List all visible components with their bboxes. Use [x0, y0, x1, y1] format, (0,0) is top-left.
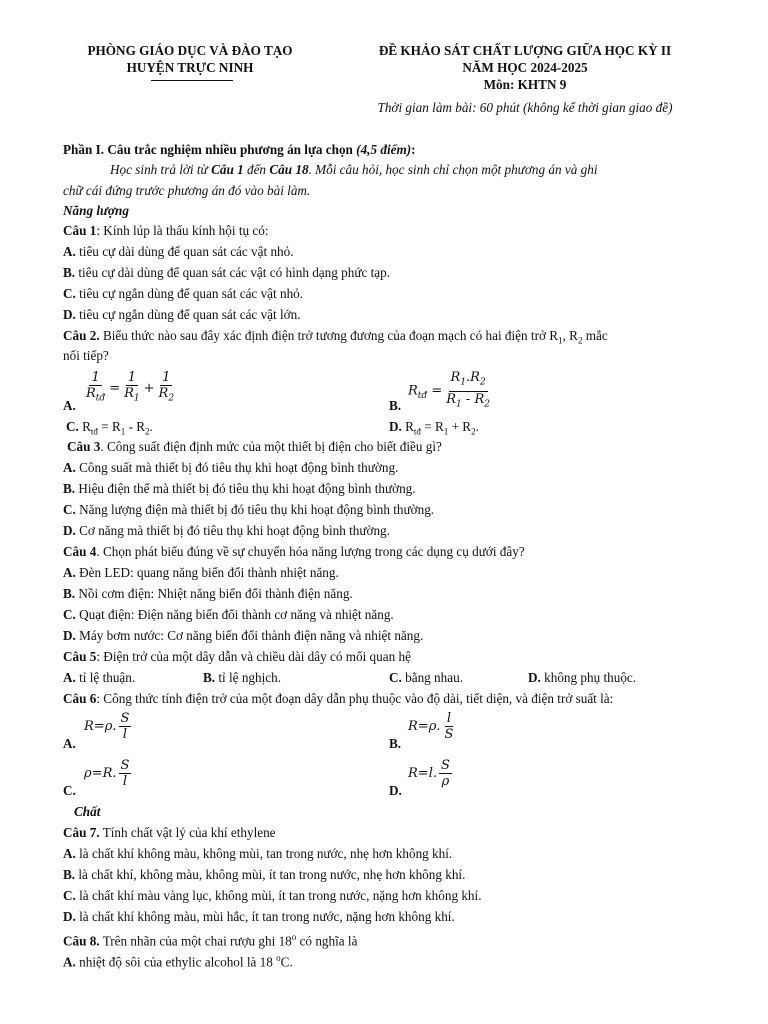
q6-letter-d: D.	[389, 783, 402, 798]
q5-option-d: D. không phụ thuộc.	[528, 670, 637, 685]
den: $R_{tđ}$	[86, 386, 106, 404]
part1-title: Phần I. Câu trắc nghiệm nhiều phương án lựa chọn	[63, 142, 357, 157]
q6-formula-d: R=l. $\frac{S}{\rho}$	[408, 758, 450, 789]
question-4: Câu 4. Chọn phát biểu đúng về sự chuyển hóa năng lượng trong các dụng cụ dưới đây?	[63, 544, 525, 559]
q2-letter-b: B.	[389, 398, 402, 413]
q5-option-b: B. tỉ lệ nghịch.	[203, 670, 282, 685]
part1-instruction	[110, 161, 597, 178]
q1-option-d	[63, 306, 301, 323]
question-6: Câu 6: Công thức tính điện trở của một đoạn dây dẫn phụ thuộc vào độ dài, tiết diện, và điện trở suất là:	[63, 691, 614, 706]
instr-c: . Mỗi câu hỏi, học sinh chỉ chọn một phương án và ghi	[308, 162, 598, 177]
q3-option-a: A. Công suất mà thiết bị đó tiêu thụ khi hoạt động bình thường.	[63, 460, 399, 475]
q2-line2: nối tiếp?	[63, 348, 109, 363]
q6-formula-c: ρ=R. $\frac{S}{l}$	[84, 758, 130, 789]
instr-q1: Câu 1	[211, 162, 244, 177]
q1-c-text: tiêu cự ngắn dùng để quan sát các vật nhỏ.	[79, 286, 304, 301]
section-chem: Chất	[74, 804, 101, 819]
q7-option-b: B. là chất khí, không màu, không mùi, ít tan trong nước, nhẹ hơn không khí.	[63, 867, 466, 882]
subject: Môn: KHTN 9	[483, 77, 567, 92]
instr-q18: Câu 18	[269, 162, 309, 177]
q4-option-b: B. Nồi cơm điện: Nhiệt năng biến đổi thành điện năng.	[63, 586, 353, 601]
question-5: Câu 5: Điện trở của một dây dẫn và chiều dài dây có mối quan hệ	[63, 649, 411, 664]
q7-option-c: C. là chất khí màu vàng lục, không mùi, ít tan trong nước, nặng hơn không khí.	[63, 888, 482, 903]
question-8: Câu 8. Trên nhãn của một chai rượu ghi 18$^o$ có nghĩa là	[63, 932, 358, 949]
header-right	[345, 42, 705, 93]
q2-formula-b: $R_{tđ}$ = $\frac{R_1.R_2}{R_1 - R_2}$	[408, 370, 494, 412]
q6-letter-c: C.	[63, 783, 76, 798]
question-3: Câu 3. Công suất điện định mức của một thiết bị điện cho biết điều gì?	[67, 439, 442, 454]
sub-1: 1	[558, 335, 563, 346]
q4-option-a: A. Đèn LED: quang năng biến đổi thành nhiệt năng.	[63, 565, 339, 580]
q2-r2: , R	[562, 328, 578, 343]
q8-option-a: A. nhiệt độ sôi của ethylic alcohol là 18 $^o$C.	[63, 953, 293, 970]
eq: =	[109, 380, 121, 396]
exam-title: ĐỀ KHẢO SÁT CHẤT LƯỢNG GIỮA HỌC KỲ II	[378, 43, 672, 58]
instr-a: Học sinh trả lời từ	[110, 162, 212, 177]
header-left	[50, 42, 330, 76]
q4-option-d: D. Máy bơm nước: Cơ năng biến đổi thành điện năng và nhiệt năng.	[63, 628, 424, 643]
section-energy: Năng lượng	[63, 203, 129, 218]
q2-option-c: C. $R_{tđ} = R_1 - R_2$.	[66, 419, 153, 437]
q5-option-a: A. tỉ lệ thuận.	[63, 670, 136, 685]
frac-product-over-diff: $\frac{R_1.R_2}{R_1 - R_2}$	[446, 370, 490, 410]
q2-option-d: D. $R_{tđ} = R_1 + R_2$.	[389, 419, 479, 437]
q1-option-b	[63, 264, 390, 281]
q5-option-c: C. bằng nhau.	[389, 670, 463, 685]
question-2	[63, 327, 608, 350]
letter-a: A.	[63, 244, 76, 259]
q6-letter-b: B.	[389, 736, 402, 751]
num: 1	[91, 370, 100, 385]
q2-text-tail: mắc	[582, 328, 608, 343]
district-name: HUYỆN TRỰC NINH	[126, 60, 254, 75]
q1-a-text: tiêu cự dài dùng để quan sát các vật nhỏ.	[79, 244, 294, 259]
instr-b: đến	[243, 162, 270, 177]
letter-d: D.	[63, 307, 76, 322]
q6-letter-a: A.	[63, 736, 76, 751]
frac-1-r1: $\frac{1}{R_1}$	[124, 370, 140, 404]
part1-title-line	[63, 141, 416, 158]
letter-b: B.	[63, 265, 76, 280]
q3-option-d: D. Cơ năng mà thiết bị đó tiêu thụ khi hoạt động bình thường.	[63, 523, 390, 538]
q2-letter-a: A.	[63, 398, 76, 413]
q4-option-c: C. Quạt điện: Điện năng biến đổi thành cơ năng và nhiệt năng.	[63, 607, 394, 622]
q3-option-b: B. Hiệu điện thế mà thiết bị đó tiêu thụ khi hoạt động bình thường.	[63, 481, 416, 496]
part1-points: (4,5 điểm)	[356, 142, 412, 157]
q2-label: Câu 2.	[63, 328, 100, 343]
question-1	[63, 222, 269, 239]
q7-option-a: A. là chất khí không màu, không mùi, tan trong nước, nhẹ hơn không khí.	[63, 846, 453, 861]
q1-b-text: tiêu cự dài dùng để quan sát các vật có hình dạng phức tạp.	[78, 265, 391, 280]
q2-formula-a	[82, 370, 178, 407]
sub-2: 2	[577, 335, 583, 346]
part1-instruction-line2: chữ cái đứng trước phương án đó vào bài làm.	[63, 183, 311, 198]
time-note: Thời gian làm bài: 60 phút (không kể thời gian giao đề)	[377, 100, 673, 115]
q6-formula-b: R=ρ. $\frac{l}{S}$	[408, 711, 454, 742]
q3-option-c: C. Năng lượng điện mà thiết bị đó tiêu thụ khi hoạt động bình thường.	[63, 502, 435, 517]
q1-label: Câu 1	[63, 223, 97, 238]
plus: +	[143, 380, 155, 396]
dept-name: PHÒNG GIÁO DỤC VÀ ĐÀO TẠO	[87, 43, 293, 58]
q1-option-c	[63, 285, 303, 302]
q2-text: Biểu thức nào sau đây xác định điện trở tương đương của đoạn mạch có hai điện trở R	[99, 328, 559, 343]
school-year: NĂM HỌC 2024-2025	[462, 60, 588, 75]
q1-text: : Kính lúp là thấu kính hội tụ có:	[96, 223, 269, 238]
q6-formula-a: R=ρ. $\frac{S}{l}$	[84, 711, 130, 742]
part1-colon: :	[411, 142, 416, 157]
frac-1-r2: $\frac{1}{R_2}$	[158, 370, 175, 404]
header-underline	[151, 80, 233, 81]
q1-option-a	[63, 243, 294, 260]
letter-c: C.	[63, 286, 76, 301]
question-7: Câu 7. Tính chất vật lý của khí ethylene	[63, 825, 276, 840]
frac-1-rtd	[84, 370, 107, 407]
q7-option-d: D. là chất khí không màu, mùi hắc, ít tan trong nước, nặng hơn không khí.	[63, 909, 455, 924]
q1-d-text: tiêu cự ngắn dùng để quan sát các vật lớn.	[79, 307, 301, 322]
